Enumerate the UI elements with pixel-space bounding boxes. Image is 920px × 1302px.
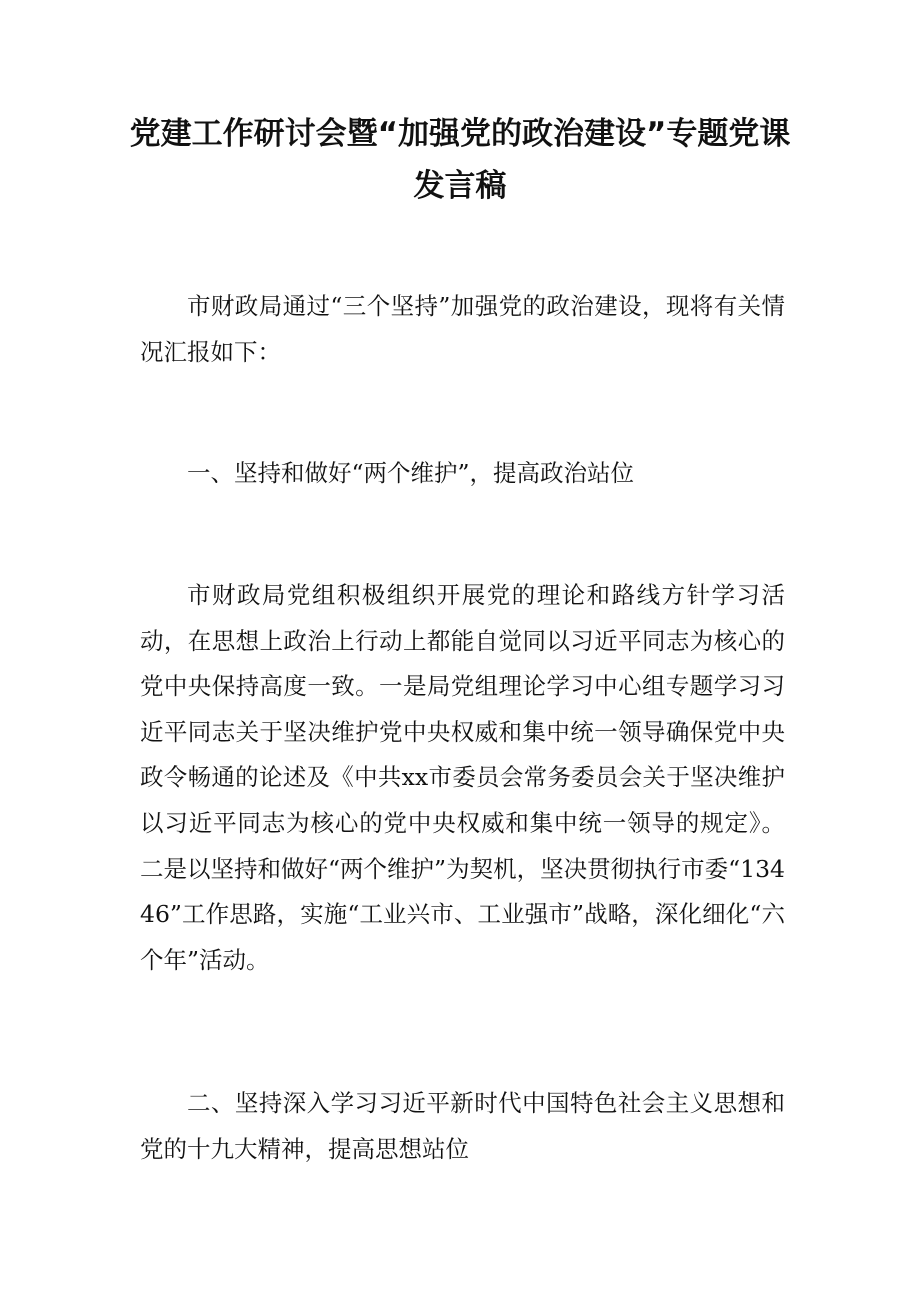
document-title: 党建工作研讨会暨“加强党的政治建设”专题党课发言稿 (129, 116, 791, 204)
section-one-body: 市财政局党组积极组织开展党的理论和路线方针学习活动，在思想上政治上行动上都能自觉同以习近平同志为核心的党中央保持高度一致。一是局党组理论学习中心组专题学习习近平同志关于坚决维护党中央权威和集中统一领导确保党中央政令畅通的论述及《中共xx市委员会常务委员会关于坚决维护以习近平同志为核心的党中央权威和集中统一领导的规定》。二是以坚持和做好“两个维护”为契机，坚决贯彻执行市委“13446”工作思路，实施“工业兴市、工业强市”战略，深化细化“六个年”活动。 (140, 581, 785, 974)
section-heading-one: 一、坚持和做好“两个维护”，提高政治站位 (187, 459, 635, 487)
section-heading-two: 二、坚持深入学习习近平新时代中国特色社会主义思想和党的十九大精神，提高思想站位 (140, 1089, 785, 1163)
intro-paragraph: 市财政局通过“三个坚持”加强党的政治建设，现将有关情况汇报如下： (140, 292, 785, 366)
